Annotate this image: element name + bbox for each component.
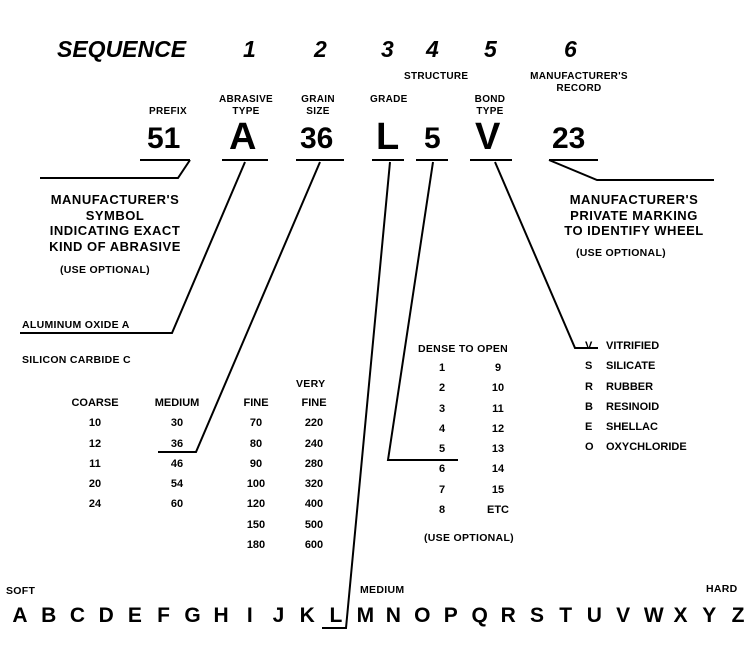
grain-value: 12 [88, 437, 102, 450]
marking-grade: L [376, 116, 400, 158]
grain-value: 90 [249, 457, 263, 470]
private-marking-optional: (USE OPTIONAL) [576, 247, 666, 259]
private-marking-note: MANUFACTURER'S PRIVATE MARKING TO IDENTIFY WHEEL [564, 192, 704, 239]
grain-column-header: FINE [243, 397, 269, 409]
grade-letter-s: S [529, 604, 544, 627]
manufacturer-symbol-note: MANUFACTURER'S SYMBOL INDICATING EXACT KIND OF ABRASIVE [49, 192, 181, 254]
grain-column-medium [144, 398, 210, 520]
grain-value: 500 [304, 518, 324, 531]
grade-letter-v: V [616, 604, 631, 627]
bond-item: R RUBBER [585, 380, 654, 393]
bond-type-header: BOND TYPE [474, 94, 506, 117]
grade-letter-y: Y [702, 604, 717, 627]
grain-value: 220 [304, 417, 324, 430]
structure-value: 5 [438, 443, 446, 456]
grade-hard-label: HARD [706, 583, 738, 595]
sequence-label: SEQUENCE [57, 36, 187, 62]
structure-scale-right [480, 363, 516, 525]
grade-letter-o: O [414, 604, 431, 627]
structure-value: ETC [487, 504, 509, 517]
grade-letter-t: T [559, 604, 573, 627]
grain-value: 280 [304, 457, 324, 470]
grain-value: 60 [170, 498, 184, 511]
structure-value: 6 [438, 463, 446, 476]
sequence-number-5: 5 [484, 36, 497, 62]
grade-letter-h: H [213, 604, 229, 627]
structure-value: 13 [491, 443, 505, 456]
structure-scale-title: DENSE TO OPEN [418, 343, 509, 355]
bond-list [585, 336, 687, 458]
grain-very-label: VERY [296, 378, 326, 390]
grain-value: 36 [170, 437, 184, 450]
grain-value: 24 [88, 498, 102, 511]
record-leader [549, 160, 714, 180]
sequence-number-1: 1 [243, 36, 256, 62]
grain-value: 70 [249, 417, 263, 430]
grade-letter-n: N [385, 604, 401, 627]
grade-letter-j: J [272, 604, 285, 627]
grade-letter-m: M [356, 604, 375, 627]
structure-value: 15 [491, 483, 505, 496]
bond-item: S SILICATE [585, 360, 656, 373]
grade-letter-q: Q [471, 604, 488, 627]
grade-letter-z: Z [731, 604, 745, 627]
grain-value: 240 [304, 437, 324, 450]
marking-grain: 36 [300, 122, 334, 155]
grade-letter-i: I [246, 604, 253, 627]
grade-letter-l: L [329, 604, 343, 627]
silicon-carbide-label: SILICON CARBIDE C [22, 354, 131, 366]
sequence-number-2: 2 [314, 36, 327, 62]
grain-value: 150 [246, 518, 266, 531]
grain-size-header: GRAIN SIZE [301, 94, 335, 117]
grade-letter-f: F [157, 604, 170, 627]
manufacturer-symbol-optional: (USE OPTIONAL) [60, 264, 150, 276]
grain-value: 320 [304, 478, 324, 491]
structure-optional: (USE OPTIONAL) [424, 532, 514, 544]
grain-value: 10 [88, 417, 102, 430]
grain-value: 30 [170, 417, 184, 430]
abrasive-type-header: ABRASIVE TYPE [218, 94, 274, 117]
grain-column-coarse [64, 398, 126, 520]
grain-value: 180 [246, 539, 266, 552]
grain-value: 600 [304, 539, 324, 552]
grade-letter-x: X [673, 604, 688, 627]
grain-column-header: MEDIUM [154, 397, 200, 409]
marking-bond: V [475, 116, 501, 158]
grade-letter-p: P [443, 604, 458, 627]
grain-value: 46 [170, 457, 184, 470]
grade-letter-u: U [586, 604, 602, 627]
grade-soft-label: SOFT [6, 585, 36, 597]
grade-letter-b: B [41, 604, 57, 627]
structure-value: 8 [438, 504, 446, 517]
bond-item: V VITRIFIED [585, 340, 660, 352]
prefix-leader [40, 160, 190, 178]
structure-value: 9 [494, 362, 502, 374]
grain-column-fine [232, 398, 280, 560]
marking-abrasive: A [229, 116, 257, 158]
grade-letter-c: C [69, 604, 86, 627]
structure-value: 3 [438, 402, 446, 415]
bond-item: E SHELLAC [585, 421, 658, 434]
structure-value: 12 [491, 422, 505, 435]
aluminum-oxide-label: ALUMINUM OXIDE A [22, 319, 130, 331]
sequence-number-6: 6 [564, 36, 577, 62]
grain-value: 120 [246, 498, 266, 511]
structure-value: 11 [492, 402, 504, 415]
sequence-number-3: 3 [381, 36, 394, 62]
grade-letter-d: D [98, 604, 114, 627]
grain-value: 400 [304, 498, 324, 511]
bond-item: O OXYCHLORIDE [585, 441, 687, 454]
grain-value: 11 [89, 457, 101, 470]
grain-column-very-fine [290, 398, 338, 560]
structure-header: STRUCTURE [404, 71, 469, 82]
grain-value: 100 [246, 478, 266, 491]
grain-column-header: FINE [301, 397, 327, 409]
marking-prefix: 51 [147, 122, 181, 155]
grain-value: 80 [249, 437, 263, 450]
structure-value: 2 [438, 382, 446, 395]
grade-letter-r: R [500, 604, 516, 627]
grade-medium-label: MEDIUM [360, 584, 405, 596]
grade-letter-w: W [643, 604, 664, 627]
structure-value: 7 [438, 483, 446, 496]
grade-letter-g: G [184, 604, 201, 627]
structure-scale-left [428, 363, 456, 525]
bond-item: B RESINOID [585, 400, 660, 413]
sequence-number-4: 4 [426, 36, 439, 62]
structure-value: 4 [438, 422, 446, 435]
grain-value: 20 [88, 478, 102, 491]
structure-value: 1 [438, 362, 446, 374]
manufacturers-record-header: MANUFACTURER'S RECORD [530, 71, 628, 94]
grain-value: 54 [170, 478, 184, 491]
structure-value: 10 [491, 382, 505, 395]
prefix-header: PREFIX [149, 106, 187, 117]
structure-value: 14 [491, 463, 505, 476]
grade-header: GRADE [370, 94, 408, 105]
grade-letter-a: A [12, 604, 28, 627]
grade-letter-k: K [299, 604, 315, 627]
marking-record: 23 [552, 122, 586, 155]
grain-column-header: COARSE [71, 397, 119, 409]
grade-letter-e: E [127, 604, 142, 627]
marking-structure: 5 [424, 122, 441, 155]
